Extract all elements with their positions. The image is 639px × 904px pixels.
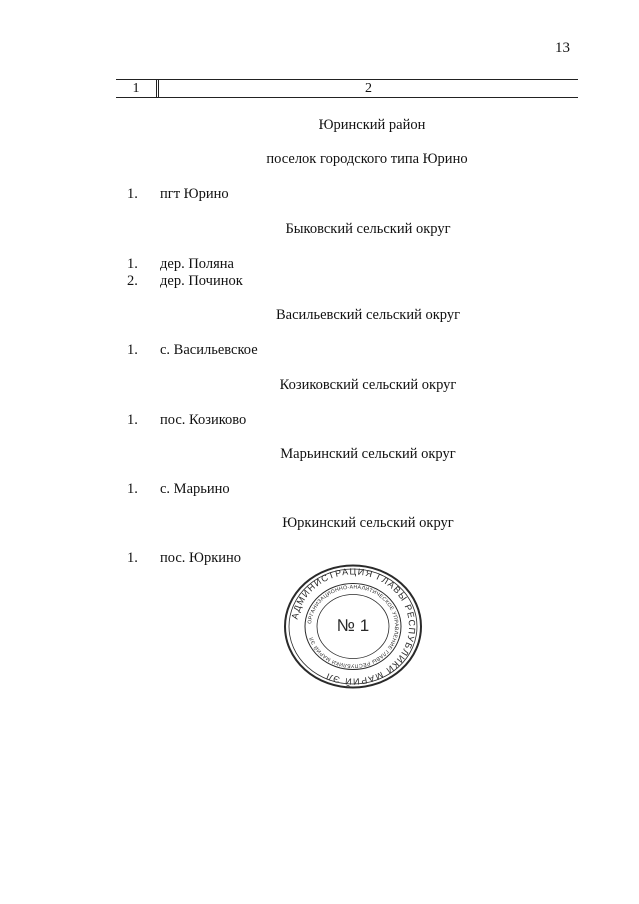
seal-outer-text: АДМИНИСТРАЦИЯ ГЛАВЫ РЕСПУБЛИКИ МАРИЙ ЭЛ (289, 566, 418, 687)
header-table (116, 79, 578, 98)
page-number: 13 (555, 40, 570, 56)
district-title: Юринский район (318, 117, 426, 133)
list-item-name: дер. Починок (160, 273, 243, 289)
list-item-number: 1. (127, 481, 138, 497)
section-title: Козиковский сельский округ (279, 377, 457, 393)
list-item-name: с. Васильевское (160, 342, 258, 358)
list-item-number: 1. (127, 412, 138, 428)
list-item-name: пос. Козиково (160, 412, 247, 428)
section-title: поселок городского типа Юрино (266, 151, 468, 167)
list-item-number: 2. (127, 273, 138, 289)
list-item-name: пгт Юрино (160, 186, 229, 202)
list-item-name: пос. Юркино (160, 550, 242, 566)
list-item-number: 1. (127, 256, 138, 272)
header-col-1: 1 (116, 80, 157, 97)
section-title: Марьинский сельский округ (280, 446, 456, 462)
list-item-name: дер. Поляна (160, 256, 234, 272)
header-col-2: 2 (158, 80, 578, 97)
official-seal (283, 564, 423, 689)
list-item-name: с. Марьино (160, 481, 230, 497)
list-item-number: 1. (127, 186, 138, 202)
list-item-number: 1. (127, 342, 138, 358)
seal-center-text: № 1 (336, 616, 370, 635)
section-title: Быковский сельский округ (285, 221, 451, 237)
seal-inner-text: ОРГАНИЗАЦИОННО-АНАЛИТИЧЕСКОЕ УПРАВЛЕНИЕ ГЛАВЫ РЕСПУБЛИКИ МАРИЙ ЭЛ (307, 584, 400, 669)
section-title: Васильевский сельский округ (275, 307, 461, 323)
section-title: Юркинский сельский округ (282, 515, 454, 531)
list-item-number: 1. (127, 550, 138, 566)
